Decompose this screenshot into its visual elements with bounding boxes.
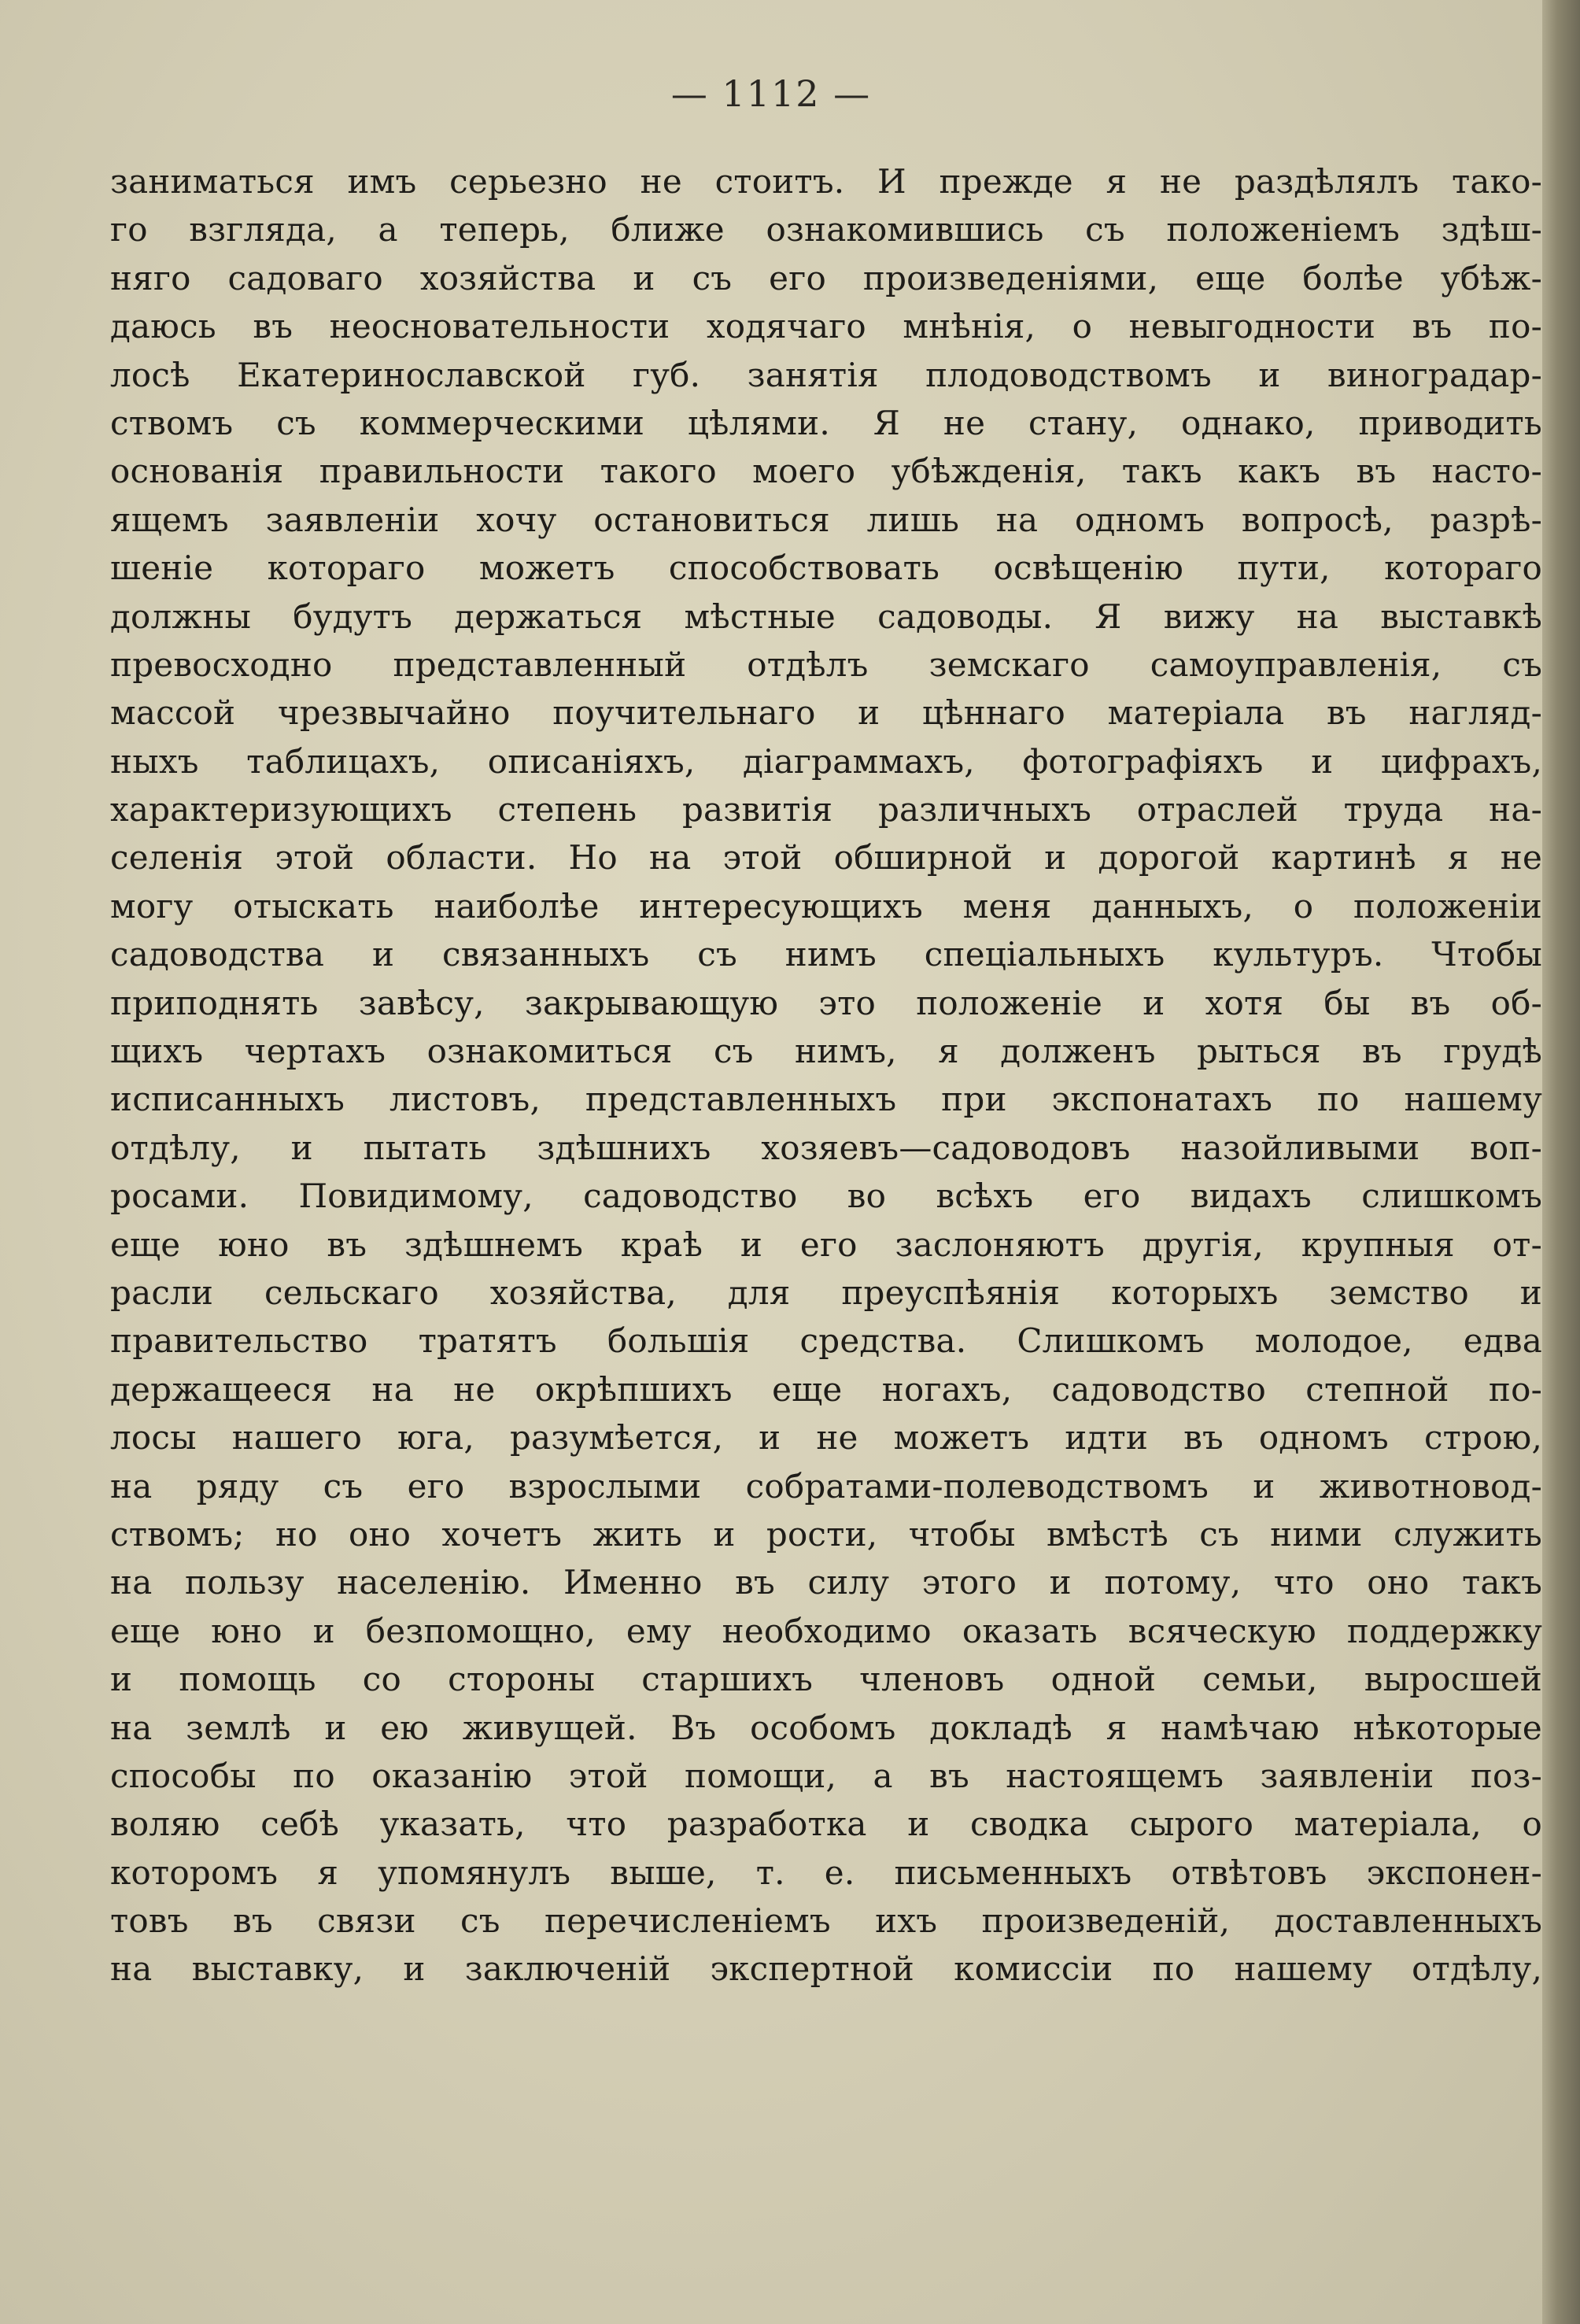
text-line: отдѣлу, и пытать здѣшнихъ хозяевъ—садоводовъ назойливыми воп- [110, 1128, 1542, 1167]
text-line: воляю себѣ указать, что разработка и сводка сырого матеріала, о [110, 1805, 1542, 1844]
text-line: няго садоваго хозяйства и съ его произведеніями, еще болѣе убѣж- [110, 258, 1542, 297]
text-line: ствомъ съ коммерческими цѣлями. Я не стану, однако, приводить [110, 403, 1542, 442]
text-line: товъ въ связи съ перечисленіемъ ихъ произведеній, доставленныхъ [110, 1901, 1542, 1941]
text-line: на пользу населенію. Именно въ силу этого и потому, что оно такъ [110, 1563, 1542, 1602]
text-line: расли сельскаго хозяйства, для преуспѣянія которыхъ земство и [110, 1273, 1542, 1312]
text-line: щихъ чертахъ ознакомиться съ нимъ, я долженъ рыться въ грудѣ [110, 1032, 1542, 1071]
text-line: держащееся на не окрѣпшихъ еще ногахъ, садоводство степной по- [110, 1369, 1542, 1409]
book-binding-edge [1542, 0, 1580, 2324]
text-line: приподнять завѣсу, закрывающую это положеніе и хотя бы въ об- [110, 983, 1542, 1022]
text-line: ящемъ заявленіи хочу остановиться лишь на одномъ вопросѣ, разрѣ- [110, 500, 1542, 539]
text-line: и помощь со стороны старшихъ членовъ одной семьи, выросшей [110, 1660, 1542, 1699]
text-line: го взгляда, а теперь, ближе ознакомившись съ положеніемъ здѣш- [110, 210, 1542, 249]
text-line: массой чрезвычайно поучительнаго и цѣннаго матеріала въ нагляд- [110, 693, 1542, 733]
body-text [110, 157, 1542, 1993]
text-line: превосходно представленный отдѣлъ земскаго самоуправленія, съ [110, 645, 1542, 684]
text-line: способы по оказанію этой помощи, а въ настоящемъ заявленіи поз- [110, 1756, 1542, 1795]
text-line: могу отыскать наиболѣе интересующихъ меня данныхъ, о положеніи [110, 886, 1542, 926]
text-line: исписанныхъ листовъ, представленныхъ при экспонатахъ по нашему [110, 1080, 1542, 1119]
text-line: ствомъ; но оно хочетъ жить и рости, чтобы вмѣстѣ съ ними служить [110, 1514, 1542, 1554]
text-line: садоводства и связанныхъ съ нимъ спеціальныхъ культуръ. Чтобы [110, 935, 1542, 974]
text-line: заниматься имъ серьезно не стоитъ. И прежде я не раздѣлялъ тако- [110, 162, 1542, 201]
text-line: даюсь въ неосновательности ходячаго мнѣнія, о невыгодности въ по- [110, 307, 1542, 346]
text-line: лосѣ Екатеринославской губ. занятія плодоводствомъ и виноградар- [110, 355, 1542, 394]
text-line: на землѣ и ею живущей. Въ особомъ докладѣ я намѣчаю нѣкоторые [110, 1708, 1542, 1747]
text-line: на выставку, и заключеній экспертной комиссіи по нашему отдѣлу, [110, 1949, 1542, 1989]
text-line: которомъ я упомянулъ выше, т. е. письменныхъ отвѣтовъ экспонен- [110, 1853, 1542, 1892]
text-line: селенія этой области. Но на этой обширной и дорогой картинѣ я не [110, 838, 1542, 878]
text-line: характеризующихъ степень развитія различныхъ отраслей труда на- [110, 790, 1542, 829]
text-line: правительство тратятъ большія средства. Слишкомъ молодое, едва [110, 1321, 1542, 1361]
text-line: должны будутъ держаться мѣстные садоводы. Я вижу на выставкѣ [110, 597, 1542, 636]
text-line: еще юно и безпомощно, ему необходимо оказать всяческую поддержку [110, 1611, 1542, 1650]
text-line: ныхъ таблицахъ, описаніяхъ, діаграммахъ, фотографіяхъ и цифрахъ, [110, 741, 1542, 781]
text-line: на ряду съ его взрослыми собратами-полеводствомъ и животновод- [110, 1466, 1542, 1506]
text-line: основанія правильности такого моего убѣжденія, такъ какъ въ насто- [110, 452, 1542, 491]
text-line: лосы нашего юга, разумѣется, и не можетъ идти въ одномъ строю, [110, 1418, 1542, 1458]
page-number: — 1112 — [670, 72, 872, 115]
text-line: росами. Повидимому, садоводство во всѣхъ его видахъ слишкомъ [110, 1177, 1542, 1216]
text-line: шеніе котораго можетъ способствовать освѣщенію пути, котораго [110, 549, 1542, 588]
text-line: еще юно въ здѣшнемъ краѣ и его заслоняютъ другія, крупныя от- [110, 1225, 1542, 1264]
